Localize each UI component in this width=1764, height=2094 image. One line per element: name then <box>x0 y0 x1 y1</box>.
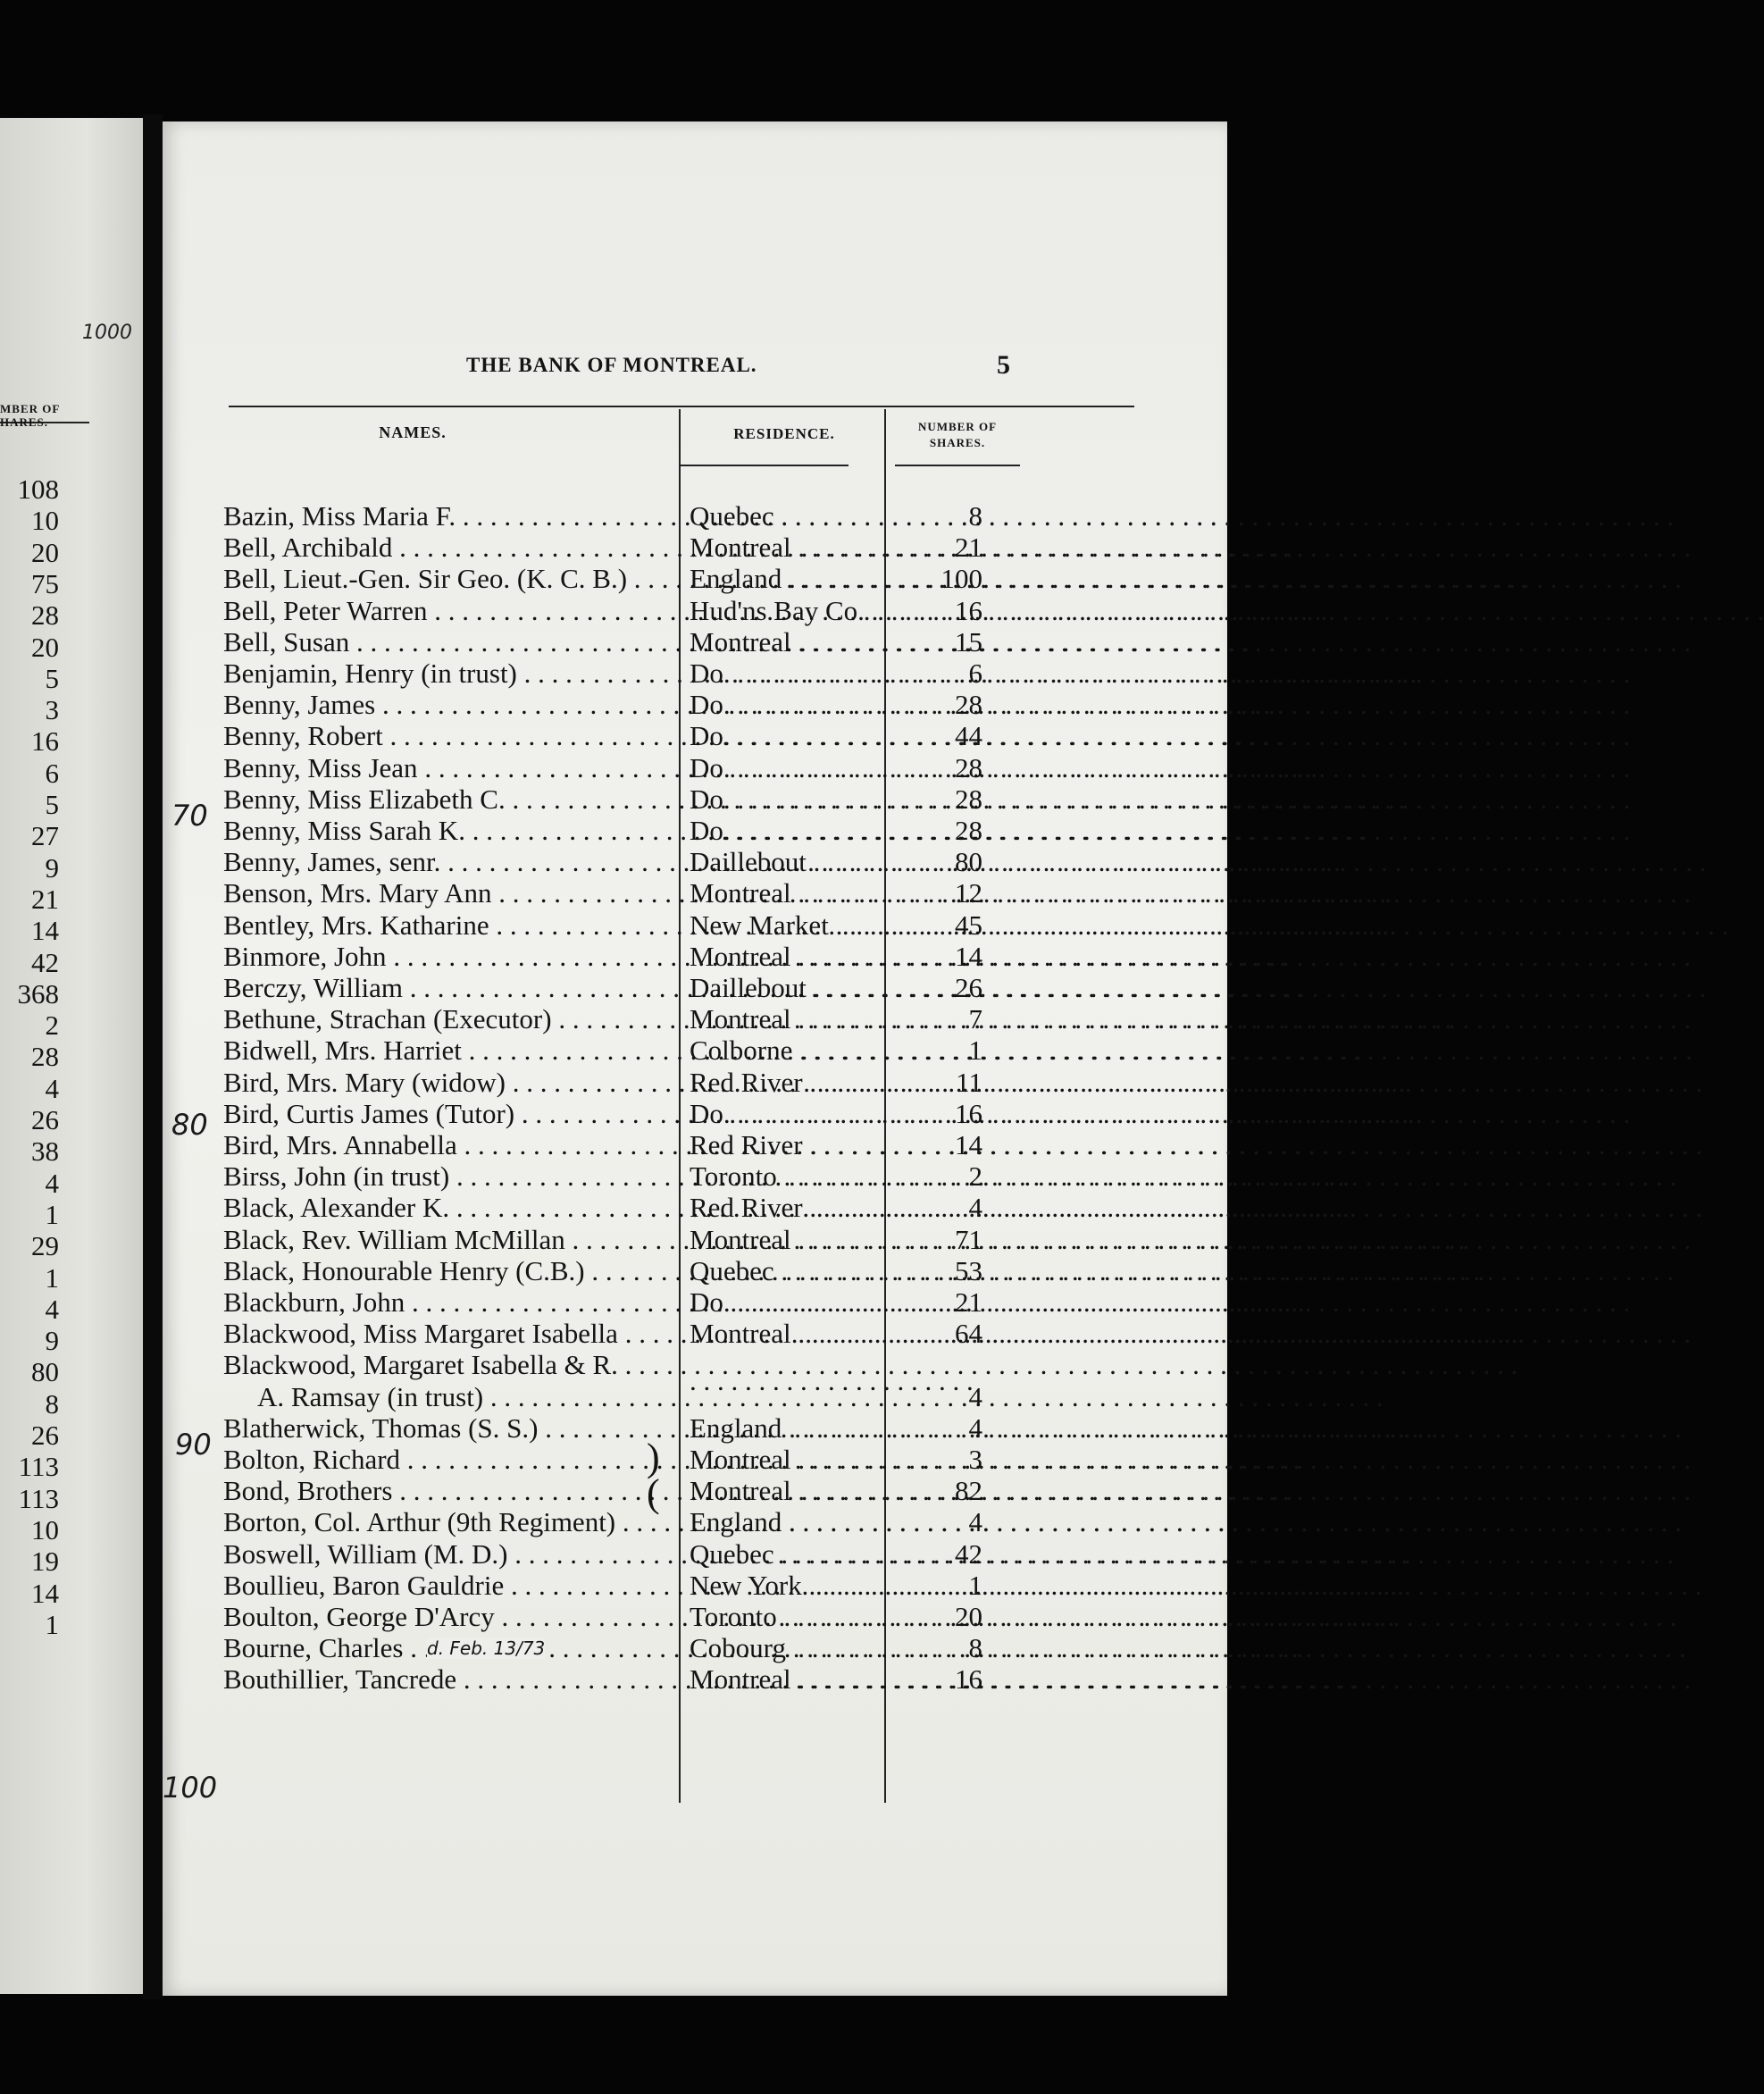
left-share-value: 42 <box>31 946 59 978</box>
entry-residence: Montreal . . . <box>690 1663 886 1696</box>
left-share-value: 1 <box>45 1608 59 1640</box>
entry-name: Bell, Archibald . . . <box>223 532 673 564</box>
entry-shares: 1 <box>968 1034 982 1067</box>
left-handwritten-note: 1000 <box>82 322 132 344</box>
left-share-value: 5 <box>45 662 59 694</box>
entry-shares: 2 <box>968 1160 982 1193</box>
left-share-value: 4 <box>45 1072 59 1104</box>
left-share-value: 4 <box>45 1167 59 1199</box>
left-share-value: 29 <box>31 1230 59 1262</box>
left-share-value: 21 <box>31 883 59 915</box>
entry-residence: Montreal . . . <box>690 1475 886 1507</box>
left-share-value: 20 <box>31 536 59 568</box>
left-share-value: 9 <box>45 1325 59 1357</box>
entry-shares: 8 <box>968 1632 982 1664</box>
entry-name: Bethune, Strachan (Executor) . . . <box>223 1003 673 1035</box>
entry-residence: Montreal . . . <box>690 1444 886 1476</box>
entry-name: Birss, John (in trust) . . . <box>223 1160 673 1193</box>
entry-name: A. Ramsay (in trust) . . . <box>257 1381 706 1413</box>
entry-residence: Montreal . . . <box>690 626 886 658</box>
entry-shares: 14 <box>955 940 982 972</box>
entry-shares: 16 <box>955 1663 982 1696</box>
shares-header-rule <box>895 465 1020 466</box>
entry-name: Bond, Brothers . . . <box>223 1475 673 1507</box>
entry-residence: Red River . . . <box>690 1129 886 1161</box>
entry-name: Black, Rev. William McMillan . . . <box>223 1224 673 1256</box>
entry-name: Bell, Peter Warren . . . <box>223 595 673 627</box>
entry-residence: England . . . <box>690 1412 886 1445</box>
entry-name: Boulton, George D'Arcy . . . <box>223 1601 673 1633</box>
entry-residence: Red River . . . <box>690 1067 886 1099</box>
entry-name: Benny, James, senr. . . . <box>223 846 673 878</box>
entry-residence: Do. . . . <box>690 1098 886 1130</box>
left-header-line1: MBER OF <box>0 402 61 415</box>
left-share-value: 10 <box>31 505 59 537</box>
entry-residence: Montreal . . . <box>690 1003 886 1035</box>
entry-shares: 45 <box>955 909 982 941</box>
entry-shares: 28 <box>955 751 982 783</box>
entry-name: Bird, Curtis James (Tutor) . . . <box>223 1098 673 1130</box>
entry-shares: 3 <box>968 1444 982 1475</box>
entry-name: Benjamin, Henry (in trust) . . . <box>223 658 673 690</box>
left-share-value: 113 <box>18 1451 59 1483</box>
entry-name: Blackwood, Margaret Isabella & R. . . . <box>223 1349 673 1381</box>
entry-name: Bentley, Mrs. Katharine . . . <box>223 909 673 942</box>
entry-residence: Daillebout . . . <box>690 972 886 1004</box>
left-share-value: 1 <box>45 1261 59 1294</box>
entry-residence: New Market . . . <box>690 909 886 942</box>
running-head: THE BANK OF MONTREAL. <box>466 354 757 376</box>
entry-residence: Montreal . . . <box>690 941 886 973</box>
page-number: 5 <box>997 350 1011 380</box>
entry-shares: 64 <box>955 1318 982 1350</box>
entry-name: Bell, Lieut.-Gen. Sir Geo. (K. C. B.) . . . <box>223 563 673 595</box>
margin-note-70: 70 <box>171 799 208 833</box>
entry-residence: New York . . . <box>690 1570 886 1602</box>
entry-name: Boswell, William (M. D.) . . . <box>223 1538 673 1570</box>
entry-shares: 82 <box>955 1475 982 1507</box>
left-share-value: 19 <box>31 1545 59 1578</box>
entry-name: Black, Honourable Henry (C.B.) . . . <box>223 1255 673 1287</box>
residence-column-header: RESIDENCE. <box>733 425 835 442</box>
left-share-value: 80 <box>31 1356 59 1388</box>
shares-column-header-1: NUMBER OF <box>917 420 998 433</box>
entry-shares: 100 <box>941 563 982 595</box>
margin-note-90: 90 <box>175 1428 212 1462</box>
left-share-value: 6 <box>45 757 59 789</box>
left-share-value: 113 <box>18 1482 59 1514</box>
left-share-value: 8 <box>45 1387 59 1420</box>
entry-residence: Cobourg . . . <box>690 1632 886 1664</box>
entry-name: Bell, Susan . . . <box>223 626 673 658</box>
blank-residence-leader: . . . . . . . . . . . . . . . . . . . . . <box>690 1365 974 1396</box>
entry-name: Berczy, William . . . <box>223 972 673 1004</box>
entry-name: Bazin, Miss Maria F. . . . <box>223 500 673 532</box>
entry-name: Blackburn, John . . . <box>223 1286 673 1319</box>
entry-shares: 21 <box>955 532 982 564</box>
names-column-header: NAMES. <box>379 423 447 441</box>
entry-shares: 28 <box>955 815 982 846</box>
left-share-value: 1 <box>45 1198 59 1230</box>
entry-residence: Montreal . . . <box>690 1224 886 1256</box>
entry-name: Bird, Mrs. Annabella . . . <box>223 1129 673 1161</box>
entry-residence: Montreal . . . <box>690 877 886 909</box>
left-header-line2: HARES. <box>0 415 49 429</box>
entry-name: Boullieu, Baron Gauldrie . . . <box>223 1570 673 1602</box>
entry-residence: Quebec . . . <box>690 1538 886 1570</box>
left-share-value: 14 <box>31 915 59 947</box>
entry-residence: Do. . . . <box>690 752 886 784</box>
entry-name: Black, Alexander K. . . . <box>223 1192 673 1224</box>
entry-shares: 15 <box>955 625 982 658</box>
entry-name: Blackwood, Miss Margaret Isabella . . . <box>223 1318 673 1350</box>
entry-shares: 21 <box>955 1286 982 1318</box>
left-share-value: 14 <box>31 1577 59 1609</box>
entry-name: Bouthillier, Tancrede . . . <box>223 1663 673 1696</box>
left-share-value: 368 <box>17 977 59 1009</box>
left-share-value: 26 <box>31 1104 59 1135</box>
left-share-value: 2 <box>45 1009 59 1042</box>
entry-shares: 71 <box>955 1223 982 1255</box>
left-share-value: 26 <box>31 1420 59 1451</box>
entry-residence: Hud'ns Bay Co. . . . <box>690 595 886 627</box>
entry-residence: England . . . <box>690 563 886 595</box>
left-page-edge <box>0 118 143 1994</box>
entry-residence: Toronto . . . <box>690 1601 886 1633</box>
entry-shares: 4 <box>968 1411 982 1444</box>
entry-shares: 11 <box>956 1066 982 1098</box>
entry-name: Benny, Robert . . . <box>223 720 673 752</box>
left-share-value: 28 <box>31 1041 59 1073</box>
handwritten-annotation: d. Feb. 13/73 <box>427 1638 546 1660</box>
entry-residence: Toronto . . . <box>690 1160 886 1193</box>
entry-shares: 16 <box>955 1097 982 1129</box>
residence-header-rule <box>679 465 849 466</box>
entry-residence: Do. . . . <box>690 1286 886 1319</box>
entry-residence: Colborne . . . <box>690 1034 886 1067</box>
entry-shares: 7 <box>968 1003 982 1035</box>
header-top-rule <box>229 406 1134 407</box>
entry-shares: 26 <box>955 972 982 1003</box>
left-share-value: 75 <box>31 567 59 599</box>
left-share-value: 3 <box>45 694 59 726</box>
entry-name: Bidwell, Mrs. Harriet . . . <box>223 1034 673 1067</box>
entry-shares: 53 <box>955 1254 982 1286</box>
shares-column-header-2: SHARES. <box>929 436 986 449</box>
entry-shares: 6 <box>968 658 982 689</box>
entry-name: Benny, Miss Jean . . . <box>223 752 673 784</box>
entry-shares: 4 <box>968 1506 982 1538</box>
entry-name: Binmore, John . . . <box>223 941 673 973</box>
left-share-value: 10 <box>31 1513 59 1545</box>
entry-shares: 16 <box>955 594 982 626</box>
entry-name: Benny, James . . . <box>223 689 673 721</box>
left-share-value: 20 <box>31 631 59 663</box>
entry-name: Benny, Miss Sarah K. . . . <box>223 815 673 847</box>
book-spine <box>143 114 163 1999</box>
left-share-value: 5 <box>45 789 59 820</box>
entry-residence: Do. . . . <box>690 815 886 847</box>
entry-shares: 8 <box>968 500 982 532</box>
entry-residence: Do. . . . <box>690 689 886 721</box>
entry-residence: Red River . . . <box>690 1192 886 1224</box>
entry-name: Borton, Col. Arthur (9th Regiment) . . . <box>223 1506 673 1538</box>
entry-residence: Quebec . . . <box>690 1255 886 1287</box>
entry-name: Benson, Mrs. Mary Ann . . . <box>223 877 673 909</box>
entry-residence: Montreal . . . <box>690 532 886 564</box>
left-share-value: 16 <box>31 725 59 758</box>
entry-name: Benny, Miss Elizabeth C. . . . <box>223 783 673 816</box>
entry-residence: England . . . <box>690 1506 886 1538</box>
entry-shares: 1 <box>968 1569 982 1601</box>
entry-residence: Do. . . . <box>690 783 886 816</box>
margin-note-100: 100 <box>163 1771 218 1805</box>
entry-shares: 28 <box>955 783 982 815</box>
entry-residence: Daillebout . . . <box>690 846 886 878</box>
entry-shares: 80 <box>955 846 982 878</box>
left-share-value: 38 <box>31 1135 59 1168</box>
left-share-value: 9 <box>45 851 59 884</box>
bracket-right-2: ( <box>647 1471 660 1515</box>
entry-residence: Montreal . . . <box>690 1318 886 1350</box>
left-share-value: 27 <box>31 820 59 852</box>
entry-shares: 20 <box>955 1601 982 1632</box>
entry-shares: 12 <box>955 877 982 909</box>
entry-shares: 28 <box>955 689 982 721</box>
margin-note-80: 80 <box>171 1108 208 1142</box>
entry-name: Bird, Mrs. Mary (widow) . . . <box>223 1067 673 1099</box>
entry-shares: 4 <box>968 1192 982 1224</box>
entry-shares: 44 <box>955 720 982 752</box>
entry-shares: 14 <box>955 1129 982 1160</box>
entry-residence: Do. . . . <box>690 658 886 690</box>
bracket-right-1: ) <box>647 1436 660 1479</box>
entry-residence: Do. . . . <box>690 720 886 752</box>
entry-name: Bourne, Charles . . . <box>223 1632 673 1664</box>
entry-residence: Quebec . . . <box>690 500 886 532</box>
entry-shares: 4 <box>968 1380 982 1412</box>
left-share-value: 108 <box>17 473 59 505</box>
entry-name: Bolton, Richard . . . <box>223 1444 673 1476</box>
entry-shares: 42 <box>955 1537 982 1570</box>
left-share-value: 28 <box>31 599 59 632</box>
entry-name: Blatherwick, Thomas (S. S.) . . . <box>223 1412 673 1445</box>
left-share-value: 4 <box>45 1293 59 1325</box>
